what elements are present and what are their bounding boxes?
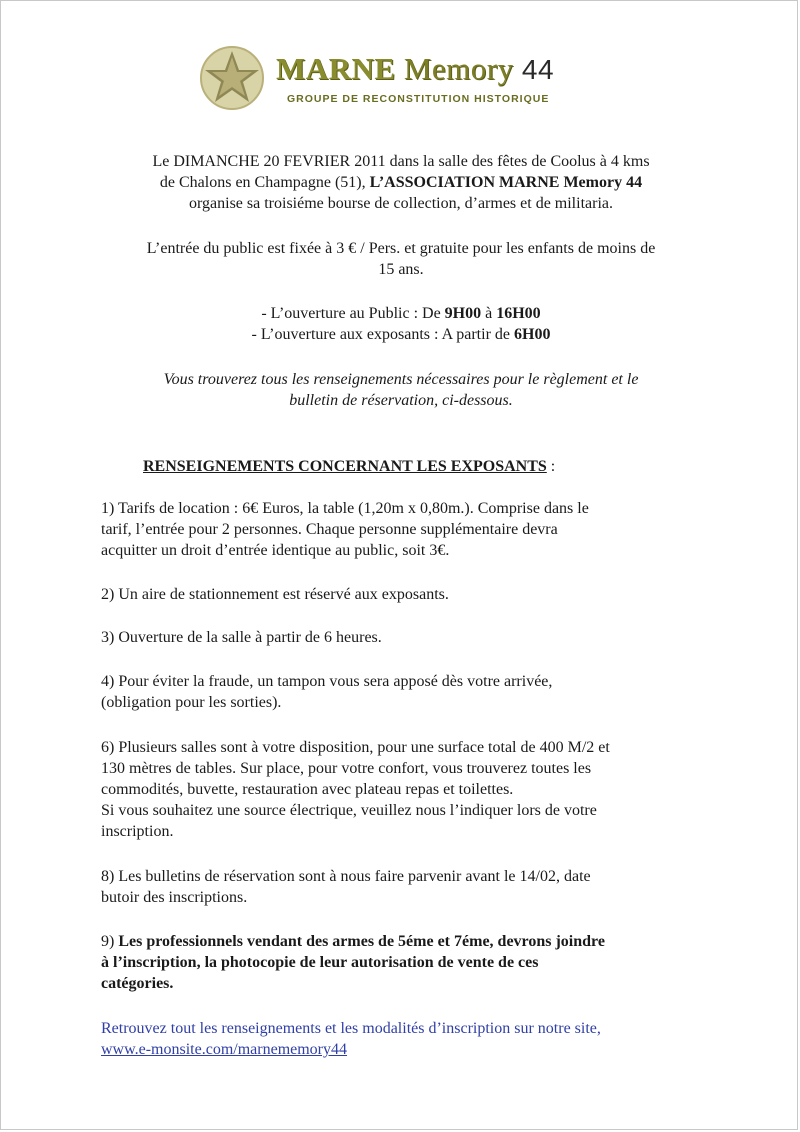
item-1-line-1: 1) Tarifs de location : 6€ Euros, la table (1,20m x 0,80m.). Comprise dans le: [101, 500, 589, 517]
exhibitor-hours-start: 6H00: [514, 326, 551, 343]
logo-subtitle: GROUPE DE RECONSTITUTION HISTORIQUE: [287, 93, 550, 105]
item-1-line-3: acquitter un droit d’entrée identique au public, soit 3€.: [101, 542, 450, 559]
logo-title: [276, 51, 554, 87]
entry-line-2: 15 ans.: [378, 261, 424, 278]
item-9-line-1: [101, 931, 605, 952]
public-hours-start: 9H00: [444, 305, 482, 322]
logo-title-marne: MARNE: [276, 51, 396, 86]
association-name: L’ASSOCIATION MARNE Memory 44: [369, 174, 643, 191]
section-heading-colon: :: [546, 458, 556, 475]
public-hours: [1, 303, 800, 324]
info-line-2: bulletin de réservation, ci-dessous.: [289, 392, 513, 409]
item-6-line-3: commodités, buvette, restauration avec plateau repas et toilettes.: [101, 781, 514, 798]
exhibitor-hours-label: - L’ouverture aux exposants : A partir de: [251, 326, 514, 343]
item-9-line-2: [101, 952, 538, 973]
item-6-line-2: 130 mètres de tables. Sur place, pour votre confort, vous trouverez toutes les: [101, 760, 592, 777]
footer-link-row: [101, 1039, 347, 1060]
section-heading-text: RENSEIGNEMENTS CONCERNANT LES EXPOSANTS: [143, 458, 547, 475]
footer-line: Retrouvez tout les renseignements et les modalités d’inscription sur notre site,: [101, 1020, 601, 1037]
intro-line-1: Le DIMANCHE 20 FEVRIER 2011 dans la salle des fêtes de Coolus à 4 kms: [152, 153, 650, 170]
item-8-line-2: butoir des inscriptions.: [101, 889, 248, 906]
item-8-line-1: 8) Les bulletins de réservation sont à nous faire parvenir avant le 14/02, date: [101, 868, 591, 885]
section-heading: [143, 456, 555, 477]
association-logo: [199, 45, 619, 115]
public-hours-sep: à: [481, 305, 497, 322]
intro-line-3: organise sa troisiéme bourse de collection, d’armes et de militaria.: [188, 195, 613, 212]
item-6-line-5: inscription.: [101, 823, 174, 840]
info-line-1: Vous trouverez tous les renseignements nécessaires pour le règlement et le: [163, 371, 639, 388]
star-emblem-icon: [199, 45, 265, 111]
item-9-number: 9): [101, 933, 119, 950]
item-4-line-1: 4) Pour éviter la fraude, un tampon vous sera apposé dès votre arrivée,: [101, 673, 553, 690]
item-2: 2) Un aire de stationnement est réservé aux exposants.: [101, 586, 449, 603]
website-link[interactable]: www.e-monsite.com/marnememory44: [101, 1041, 348, 1058]
public-hours-label: - L’ouverture au Public : De: [261, 305, 445, 322]
exhibitor-hours: [1, 324, 800, 345]
item-6-line-4: Si vous souhaitez une source électrique, veuillez nous l’indiquer lors de votre: [101, 802, 597, 819]
item-6-line-1: 6) Plusieurs salles sont à votre disposition, pour une surface total de 400 M/2 et: [101, 739, 610, 756]
logo-title-number: 44: [521, 54, 555, 85]
item-3: 3) Ouverture de la salle à partir de 6 heures.: [101, 629, 382, 646]
intro-line-2: [1, 172, 800, 193]
entry-line-1: L’entrée du public est fixée à 3 € / Pers. et gratuite pour les enfants de moins de: [146, 240, 656, 257]
intro-line-2-text: de Chalons en Champagne (51),: [159, 174, 370, 191]
item-1-line-2: tarif, l’entrée pour 2 personnes. Chaque personne supplémentaire devra: [101, 521, 558, 538]
public-hours-end: 16H00: [496, 305, 541, 322]
item-9-line-3: [101, 973, 173, 994]
item-4-line-2: (obligation pour les sorties).: [101, 694, 282, 711]
item-9-text-3: catégories.: [101, 975, 174, 992]
logo-title-memory: Memory: [403, 51, 514, 86]
item-9-text-1: Les professionnels vendant des armes de 5éme et 7éme, devrons joindre: [118, 933, 605, 950]
item-9-text-2: à l’inscription, la photocopie de leur autorisation de vente de ces: [101, 954, 539, 971]
